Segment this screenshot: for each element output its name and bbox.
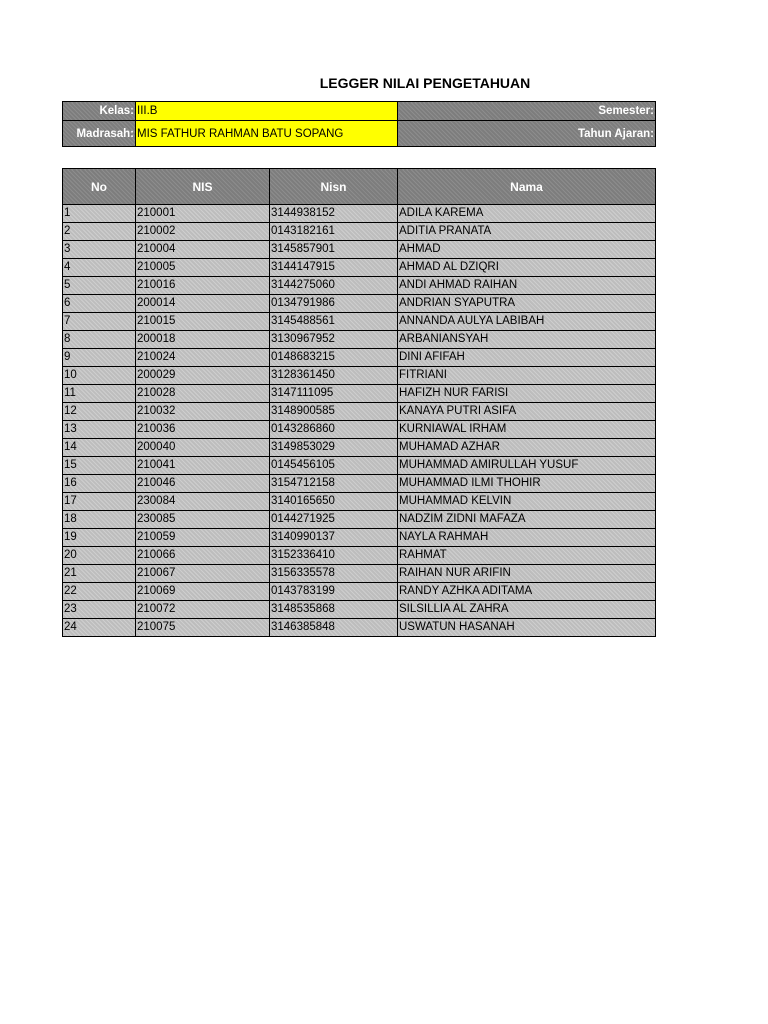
- cell-nama[interactable]: MUHAMMAD AMIRULLAH YUSUF: [398, 457, 656, 475]
- cell-nis[interactable]: 200029: [136, 367, 270, 385]
- table-row: [63, 277, 656, 295]
- cell-nis[interactable]: 210066: [136, 547, 270, 565]
- cell-no[interactable]: 6: [63, 295, 136, 313]
- cell-nisn[interactable]: 0144271925: [270, 511, 398, 529]
- cell-nisn[interactable]: 3144147915: [270, 259, 398, 277]
- cell-nis[interactable]: 200014: [136, 295, 270, 313]
- cell-no[interactable]: 16: [63, 475, 136, 493]
- table-row: [63, 313, 656, 331]
- cell-nama[interactable]: ANDRIAN SYAPUTRA: [398, 295, 656, 313]
- cell-nis[interactable]: 210028: [136, 385, 270, 403]
- cell-no[interactable]: 8: [63, 331, 136, 349]
- cell-nisn[interactable]: 3128361450: [270, 367, 398, 385]
- cell-nama[interactable]: RAHMAT: [398, 547, 656, 565]
- madrasah-label: Madrasah:: [63, 121, 136, 147]
- cell-no[interactable]: 3: [63, 241, 136, 259]
- table-row: [63, 511, 656, 529]
- cell-nisn[interactable]: 3146385848: [270, 619, 398, 637]
- cell-no[interactable]: 18: [63, 511, 136, 529]
- cell-no[interactable]: 1: [63, 205, 136, 223]
- cell-nis[interactable]: 210032: [136, 403, 270, 421]
- table-row: [63, 493, 656, 511]
- document-title: LEGGER NILAI PENGETAHUAN: [319, 75, 531, 91]
- cell-nis[interactable]: 210067: [136, 565, 270, 583]
- cell-no[interactable]: 23: [63, 601, 136, 619]
- student-table: [62, 168, 656, 637]
- cell-nama[interactable]: RAIHAN NUR ARIFIN: [398, 565, 656, 583]
- cell-nama[interactable]: MUHAMMAD ILMI THOHIR: [398, 475, 656, 493]
- cell-nama[interactable]: AHMAD: [398, 241, 656, 259]
- table-row: [63, 403, 656, 421]
- cell-nama[interactable]: SILSILLIA AL ZAHRA: [398, 601, 656, 619]
- table-row: [63, 331, 656, 349]
- header-nama[interactable]: Nama: [398, 169, 656, 205]
- table-row: [63, 295, 656, 313]
- table-row: [63, 583, 656, 601]
- cell-nis[interactable]: 210015: [136, 313, 270, 331]
- cell-no[interactable]: 10: [63, 367, 136, 385]
- cell-nama[interactable]: NADZIM ZIDNI MAFAZA: [398, 511, 656, 529]
- cell-nama[interactable]: KANAYA PUTRI ASIFA: [398, 403, 656, 421]
- cell-nisn[interactable]: 3148535868: [270, 601, 398, 619]
- cell-nama[interactable]: USWATUN HASANAH: [398, 619, 656, 637]
- cell-nama[interactable]: DINI AFIFAH: [398, 349, 656, 367]
- cell-nama[interactable]: KURNIAWAL IRHAM: [398, 421, 656, 439]
- cell-nisn[interactable]: 0148683215: [270, 349, 398, 367]
- cell-nama[interactable]: MUHAMMAD KELVIN: [398, 493, 656, 511]
- header-nisn[interactable]: Nisn: [270, 169, 398, 205]
- cell-nama[interactable]: ANNANDA AULYA LABIBAH: [398, 313, 656, 331]
- cell-nisn[interactable]: 3154712158: [270, 475, 398, 493]
- cell-nama[interactable]: FITRIANI: [398, 367, 656, 385]
- cell-nama[interactable]: RANDY AZHKA ADITAMA: [398, 583, 656, 601]
- cell-no[interactable]: 20: [63, 547, 136, 565]
- cell-nisn[interactable]: 3140165650: [270, 493, 398, 511]
- cell-nisn[interactable]: 0143286860: [270, 421, 398, 439]
- cell-nis[interactable]: 230085: [136, 511, 270, 529]
- cell-nisn[interactable]: 3145488561: [270, 313, 398, 331]
- kelas-label: Kelas:: [63, 102, 136, 121]
- cell-nis[interactable]: 210024: [136, 349, 270, 367]
- table-row: [63, 565, 656, 583]
- cell-nisn[interactable]: 3144275060: [270, 277, 398, 295]
- cell-nis[interactable]: 230084: [136, 493, 270, 511]
- cell-nisn[interactable]: 3152336410: [270, 547, 398, 565]
- kelas-value[interactable]: III.B: [136, 102, 398, 121]
- tahun-ajaran-label: Tahun Ajaran:: [398, 121, 656, 147]
- cell-nisn[interactable]: 0143783199: [270, 583, 398, 601]
- cell-no[interactable]: 5: [63, 277, 136, 295]
- cell-nisn[interactable]: 0134791986: [270, 295, 398, 313]
- cell-nis[interactable]: 200040: [136, 439, 270, 457]
- class-info-table: [62, 101, 656, 147]
- table-row: [63, 601, 656, 619]
- cell-nisn[interactable]: 0145456105: [270, 457, 398, 475]
- cell-nama[interactable]: HAFIZH NUR FARISI: [398, 385, 656, 403]
- cell-nis[interactable]: 200018: [136, 331, 270, 349]
- cell-no[interactable]: 14: [63, 439, 136, 457]
- cell-no[interactable]: 19: [63, 529, 136, 547]
- cell-nama[interactable]: ADITIA PRANATA: [398, 223, 656, 241]
- cell-nis[interactable]: 210004: [136, 241, 270, 259]
- cell-no[interactable]: 2: [63, 223, 136, 241]
- cell-no[interactable]: 7: [63, 313, 136, 331]
- cell-no[interactable]: 11: [63, 385, 136, 403]
- cell-nama[interactable]: ANDI AHMAD RAIHAN: [398, 277, 656, 295]
- table-row: [63, 421, 656, 439]
- cell-nama[interactable]: ADILA KAREMA: [398, 205, 656, 223]
- madrasah-value[interactable]: MIS FATHUR RAHMAN BATU SOPANG: [136, 121, 398, 147]
- cell-nis[interactable]: 210001: [136, 205, 270, 223]
- table-row: [63, 367, 656, 385]
- cell-no[interactable]: 4: [63, 259, 136, 277]
- cell-nis[interactable]: 210059: [136, 529, 270, 547]
- cell-nama[interactable]: ARBANIANSYAH: [398, 331, 656, 349]
- table-row: [63, 529, 656, 547]
- cell-nis[interactable]: 210036: [136, 421, 270, 439]
- table-row: [63, 205, 656, 223]
- cell-nisn[interactable]: 3130967952: [270, 331, 398, 349]
- table-row: [63, 259, 656, 277]
- cell-no[interactable]: 15: [63, 457, 136, 475]
- class-info-row: [63, 102, 656, 121]
- cell-nis[interactable]: 210069: [136, 583, 270, 601]
- cell-nis[interactable]: 210016: [136, 277, 270, 295]
- header-nis[interactable]: NIS: [136, 169, 270, 205]
- cell-nis[interactable]: 210041: [136, 457, 270, 475]
- student-table-header: [63, 169, 656, 205]
- cell-no[interactable]: 24: [63, 619, 136, 637]
- cell-nisn[interactable]: 3147111095: [270, 385, 398, 403]
- cell-nama[interactable]: NAYLA RAHMAH: [398, 529, 656, 547]
- table-row: [63, 439, 656, 457]
- cell-no[interactable]: 17: [63, 493, 136, 511]
- cell-no[interactable]: 21: [63, 565, 136, 583]
- table-row: [63, 241, 656, 259]
- table-row: [63, 547, 656, 565]
- table-row: [63, 349, 656, 367]
- cell-no[interactable]: 9: [63, 349, 136, 367]
- semester-label: Semester:: [398, 102, 656, 121]
- student-table-body: [63, 205, 656, 637]
- cell-nisn[interactable]: 3144938152: [270, 205, 398, 223]
- cell-nis[interactable]: 210005: [136, 259, 270, 277]
- cell-nis[interactable]: 210072: [136, 601, 270, 619]
- madrasah-info-row: [63, 121, 656, 147]
- table-row: [63, 223, 656, 241]
- cell-nis[interactable]: 210075: [136, 619, 270, 637]
- cell-nisn[interactable]: 3148900585: [270, 403, 398, 421]
- cell-no[interactable]: 13: [63, 421, 136, 439]
- table-row: [63, 475, 656, 493]
- cell-nama[interactable]: MUHAMAD AZHAR: [398, 439, 656, 457]
- cell-nis[interactable]: 210046: [136, 475, 270, 493]
- table-row: [63, 385, 656, 403]
- cell-nisn[interactable]: 3156335578: [270, 565, 398, 583]
- cell-nis[interactable]: 210002: [136, 223, 270, 241]
- cell-nisn[interactable]: 3149853029: [270, 439, 398, 457]
- cell-nama[interactable]: AHMAD AL DZIQRI: [398, 259, 656, 277]
- cell-nisn[interactable]: 3145857901: [270, 241, 398, 259]
- cell-no[interactable]: 12: [63, 403, 136, 421]
- cell-nisn[interactable]: 0143182161: [270, 223, 398, 241]
- cell-nisn[interactable]: 3140990137: [270, 529, 398, 547]
- cell-no[interactable]: 22: [63, 583, 136, 601]
- header-no[interactable]: No: [63, 169, 136, 205]
- table-row: [63, 457, 656, 475]
- table-row: [63, 619, 656, 637]
